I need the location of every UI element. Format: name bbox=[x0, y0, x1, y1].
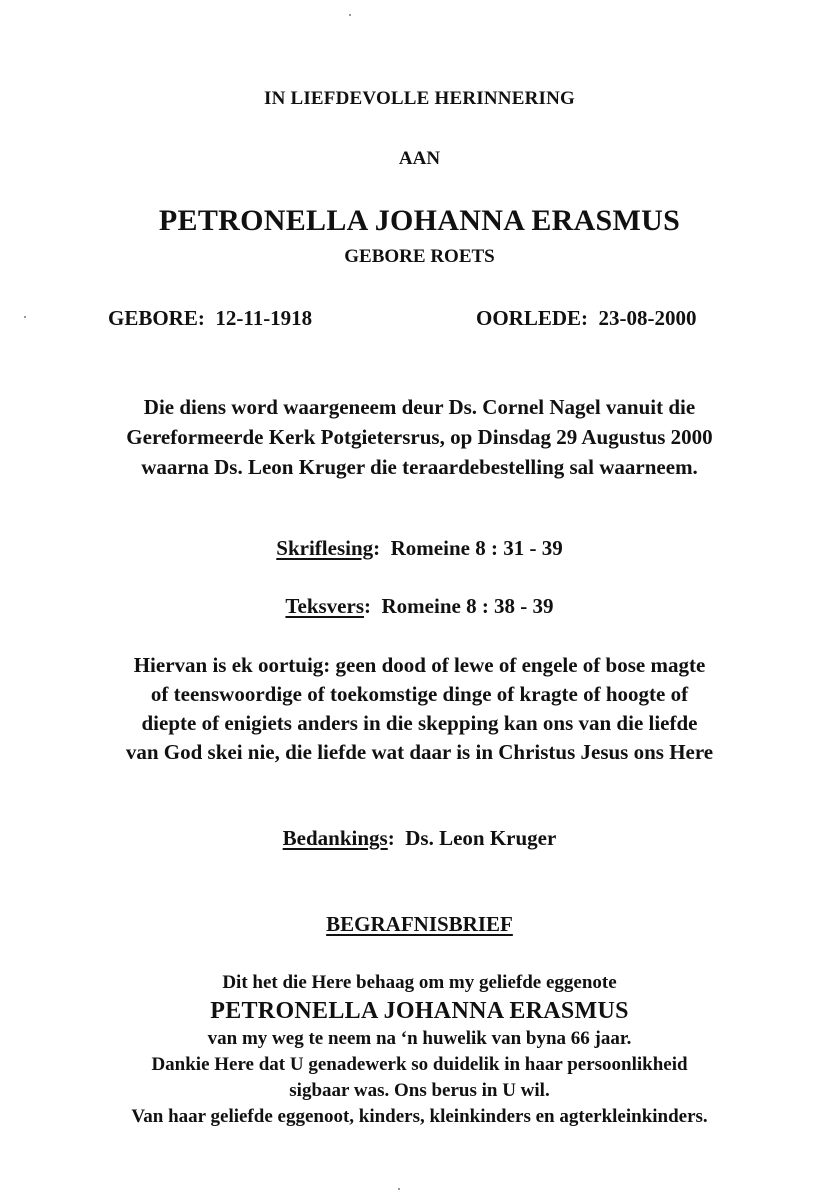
scripture-reading-value: Romeine 8 : 31 - 39 bbox=[390, 536, 563, 560]
deceased-name: PETRONELLA JOHANNA ERASMUS bbox=[158, 204, 681, 237]
scripture-reading: Skriflesing: Romeine 8 : 31 - 39 bbox=[276, 536, 563, 560]
verse-line: van God skei nie, die liefde wat daar is in Christus Jesus ons Here bbox=[125, 740, 714, 764]
scan-speck bbox=[349, 14, 351, 16]
scan-speck bbox=[398, 1188, 400, 1190]
funeral-letter-body bbox=[0, 970, 839, 1130]
letter-line: Van haar geliefde eggenoot, kinders, kleinkinders en agterkleinkinders. bbox=[131, 1106, 708, 1127]
memorial-heading: IN LIEFDEVOLLE HERINNERING bbox=[264, 88, 575, 109]
scripture-reading-label: Skriflesing bbox=[276, 536, 374, 560]
funeral-letter-title bbox=[0, 912, 839, 937]
birth-date-value: 12-11-1918 bbox=[215, 306, 313, 330]
verse-line: diepte of enigiets anders in die skepping kan ons van die liefde bbox=[141, 711, 698, 735]
thanks-line: Bedankings: Ds. Leon Kruger bbox=[282, 826, 557, 850]
service-line: waarna Ds. Leon Kruger die teraardebestelling sal waarneem. bbox=[141, 455, 698, 479]
verse-line: of teenswoordige of toekomstige dinge of kragte of hoogte of bbox=[150, 682, 689, 706]
text-verse-value: Romeine 8 : 38 - 39 bbox=[381, 594, 554, 618]
funeral-letter-title-text: BEGRAFNISBRIEF bbox=[326, 912, 513, 936]
verse-paragraph bbox=[0, 651, 839, 767]
service-paragraph bbox=[0, 392, 839, 482]
text-verse: Teksvers: Romeine 8 : 38 - 39 bbox=[285, 594, 554, 618]
birth-date bbox=[108, 306, 312, 331]
service-line: Die diens word waargeneem deur Ds. Cornel Nagel vanuit die bbox=[143, 395, 696, 419]
death-date bbox=[476, 306, 697, 331]
death-date-value: 23-08-2000 bbox=[598, 306, 697, 330]
letter-line: sigbaar was. Ons berus in U wil. bbox=[289, 1080, 550, 1101]
letter-line: van my weg te neem na ‘n huwelik van byna 66 jaar. bbox=[207, 1028, 632, 1049]
maiden-name: GEBORE ROETS bbox=[344, 246, 495, 267]
text-verse-label: Teksvers bbox=[285, 594, 364, 618]
to-heading: AAN bbox=[398, 148, 441, 169]
thanks-value: Ds. Leon Kruger bbox=[405, 826, 557, 850]
birth-date-label: GEBORE: bbox=[108, 306, 205, 330]
scan-speck bbox=[24, 316, 26, 318]
letter-deceased-name: PETRONELLA JOHANNA ERASMUS bbox=[210, 998, 629, 1024]
death-date-label: OORLEDE: bbox=[476, 306, 589, 330]
letter-line: Dankie Here dat U genadewerk so duidelik in haar persoonlikheid bbox=[151, 1054, 688, 1075]
thanks-label: Bedankings bbox=[282, 826, 388, 850]
verse-line: Hiervan is ek oortuig: geen dood of lewe of engele of bose magte bbox=[133, 653, 706, 677]
letter-line: Dit het die Here behaag om my geliefde eggenote bbox=[222, 972, 617, 993]
service-line: Gereformeerde Kerk Potgietersrus, op Dinsdag 29 Augustus 2000 bbox=[126, 425, 713, 449]
